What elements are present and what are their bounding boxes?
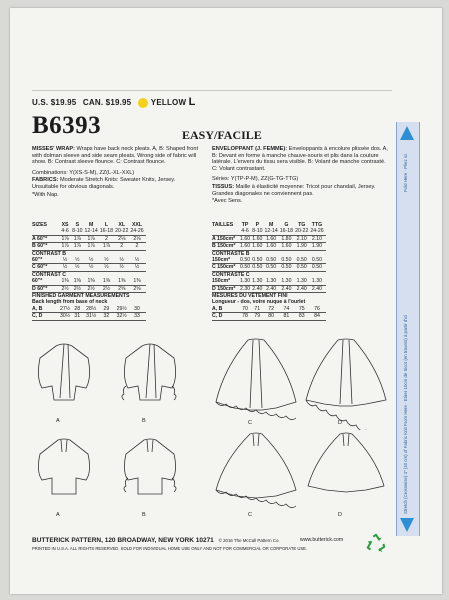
stretch-instruction-text: Stretch (Crosswise) 4" (10 cm) of Fabric Knit From Here · Etirer 10cm de tricot (en travers) à partir d'ici bbox=[403, 314, 408, 514]
fig-label-front-c: C bbox=[248, 420, 252, 426]
en-row-label: D 60"* bbox=[32, 285, 60, 292]
fr-section-label: CONTRASTE C bbox=[212, 271, 250, 278]
en-range-cell: 20-22 bbox=[115, 228, 129, 235]
fr-yardage-cell: 0.50 bbox=[310, 257, 325, 264]
fr-section-label: CONTRASTE B bbox=[212, 250, 250, 257]
en-finished-row bbox=[32, 313, 146, 320]
fr-size-cell: P bbox=[255, 222, 260, 228]
en-yardage-row bbox=[32, 278, 146, 285]
en-yardage-cell: 2 bbox=[115, 243, 130, 250]
fig-label-front-b: B bbox=[142, 418, 146, 424]
fr-yardage-row bbox=[212, 257, 326, 264]
en-size-cell: XL bbox=[118, 222, 126, 228]
en-yardage-cell: ½ bbox=[130, 257, 145, 264]
en-yardage-cell: 2½ bbox=[60, 285, 72, 292]
en-row-label: C 60"* bbox=[32, 264, 60, 271]
fr-size-cell: TTG bbox=[311, 222, 323, 228]
fr-finished-cell: 84 bbox=[310, 313, 325, 320]
fabrics-fr-title: TISSUS: bbox=[212, 183, 235, 190]
yardage-table-fr bbox=[212, 222, 326, 321]
fr-finished-cell: 79 bbox=[252, 313, 264, 320]
en-size-cell: L bbox=[104, 222, 108, 228]
fr-yardage-cell: 1.90 bbox=[295, 243, 310, 250]
en-yardage-cell: 1⅜ bbox=[85, 278, 100, 285]
fabrics-en-title: FABRICS: bbox=[32, 177, 59, 184]
fr-yardage-cell: 2.40 bbox=[265, 285, 280, 292]
en-yardage-row bbox=[32, 243, 146, 250]
yellow-dot-icon bbox=[138, 98, 148, 108]
en-yardage-cell: 2½ bbox=[100, 285, 115, 292]
en-finished-title-row bbox=[32, 293, 146, 300]
en-yardage-cell: ½ bbox=[72, 257, 84, 264]
en-yardage-cell: 2 bbox=[130, 243, 145, 250]
en-finished-cell: 33 bbox=[130, 313, 145, 320]
fr-yardage-cell: 0.50 bbox=[252, 264, 264, 271]
fr-yardage-cell: 0.50 bbox=[280, 264, 295, 271]
en-section-row bbox=[32, 250, 146, 257]
fr-finished-row-label: C, D bbox=[212, 313, 240, 320]
pattern-number: B6393 bbox=[32, 112, 102, 139]
en-sizes-label: SIZES bbox=[32, 222, 47, 228]
fr-size-cell: TG bbox=[298, 222, 306, 228]
desc-fr-title: ENVELOPPANT (J. FEMME): bbox=[212, 146, 288, 152]
en-yardage-cell: 1⅞ bbox=[72, 243, 84, 250]
en-yardage-row bbox=[32, 285, 146, 292]
fr-finished-cell: 78 bbox=[240, 313, 252, 320]
desc-en-body: Wraps have back neck pleats. A, B: Shaped front with dolman sleeve and side seam pleats. Wrong side of fabric will show. B: Contrast sleeve flounce. C: Contrast flounce. bbox=[32, 146, 199, 166]
fr-yardage-cell: 1.60 bbox=[265, 235, 280, 242]
fr-yardage-cell: 1.30 bbox=[265, 278, 280, 285]
price-us: U.S. $19.95 bbox=[32, 98, 77, 107]
fr-yardage-row bbox=[212, 235, 326, 242]
en-range-cell: 16-18 bbox=[99, 228, 114, 235]
en-yardage-cell: 1⅜ bbox=[130, 278, 145, 285]
en-finished-cell: 31½ bbox=[85, 313, 100, 320]
fig-label-front-d: D bbox=[338, 420, 342, 426]
en-range-label bbox=[32, 228, 60, 235]
website: www.butterick.com bbox=[300, 537, 344, 543]
yardage-table-en bbox=[32, 222, 146, 321]
fr-yardage-cell: 1.60 bbox=[265, 243, 280, 250]
fr-yardage-row bbox=[212, 278, 326, 285]
fig-label-back-c: C bbox=[248, 512, 252, 518]
en-row-label: 60"* bbox=[32, 257, 60, 264]
en-finished-cell: 27½ bbox=[60, 305, 71, 312]
en-yardage-cell: 1⅞ bbox=[85, 243, 100, 250]
fr-finished-cell: 74 bbox=[280, 306, 295, 313]
fr-yardage-cell: 0.50 bbox=[280, 257, 295, 264]
fr-yardage-cell: 2.40 bbox=[295, 285, 310, 292]
fr-yardage-cell: 1.30 bbox=[240, 278, 251, 285]
en-size-cell: XS bbox=[61, 222, 69, 228]
color-label: YELLOW bbox=[150, 98, 187, 107]
fr-yardage-cell: 1.30 bbox=[310, 278, 325, 285]
fr-range-cell: 12-14 bbox=[264, 228, 278, 235]
fr-row-label: 150cm* bbox=[212, 278, 240, 285]
en-finished-title: FINISHED GARMENT MEASUREMENTS bbox=[32, 293, 130, 300]
nap-fr: *Avec Sens. bbox=[212, 198, 243, 205]
fr-sizes-label: TAILLES bbox=[212, 222, 234, 228]
fr-yardage-cell: 1.90 bbox=[310, 243, 325, 250]
fr-yardage-cell: 1.80 bbox=[280, 235, 295, 242]
fabrics-en: Moderate Stretch Knits: Sweater Knits, Jersey. Unsuitable for obvious diagonals. bbox=[32, 177, 176, 190]
en-range-cell: 12-14 bbox=[84, 228, 98, 235]
easy-label: EASY/FACILE bbox=[182, 128, 262, 142]
fr-yardage-cell: 0.50 bbox=[252, 257, 264, 264]
legal-text: PRINTED IN U.S.A. ALL RIGHTS RESERVED. SOLD FOR INDIVIDUAL HOME USE ONLY AND NOT FOR COMMERCIAL OR CORPORATE USE. bbox=[32, 546, 308, 551]
en-finished-cell: 30 bbox=[130, 306, 145, 313]
en-row-label: 60"* bbox=[32, 278, 60, 285]
publisher-line bbox=[32, 537, 280, 544]
desc-en-title: MISSES' WRAP: bbox=[32, 146, 75, 152]
fr-yardage-cell: 1.60 bbox=[252, 235, 264, 242]
fr-row-label: D 150cm* bbox=[212, 285, 240, 292]
en-finished-row-label: C, D bbox=[32, 313, 60, 320]
divider bbox=[32, 90, 392, 91]
en-yardage-cell: ½ bbox=[100, 257, 115, 264]
fr-yardage-cell: 0.50 bbox=[295, 257, 310, 264]
fr-section-row bbox=[212, 271, 326, 278]
en-size-cell: M bbox=[88, 222, 94, 228]
en-yardage-cell: 2⅝ bbox=[130, 285, 145, 292]
fr-size-cell: M bbox=[268, 222, 274, 228]
fr-yardage-cell: 0.50 bbox=[240, 257, 251, 264]
en-row-label: B 60"* bbox=[32, 243, 60, 250]
series-fr: Séries: Y(TP-P-M), ZZ(G-TG-TTG) bbox=[212, 176, 299, 183]
fr-yardage-cell: 2.30 bbox=[240, 285, 251, 292]
publisher-address: BUTTERICK PATTERN, 120 BROADWAY, NEW YORK 10271 bbox=[32, 537, 214, 544]
en-yardage-cell: 1⅞ bbox=[60, 235, 72, 242]
en-yardage-cell: ½ bbox=[60, 257, 72, 264]
fig-label-front-a: A bbox=[56, 418, 60, 424]
fr-range-cell: 20-22 bbox=[295, 228, 309, 235]
en-yardage-cell: 1⅜ bbox=[60, 278, 72, 285]
en-range-row bbox=[32, 228, 146, 235]
en-finished-row bbox=[32, 306, 146, 313]
en-finished-cell: 31 bbox=[72, 313, 84, 320]
fr-yardage-cell: 2.10 bbox=[295, 235, 310, 242]
fr-yardage-cell: 1.60 bbox=[240, 235, 251, 242]
en-finished-cell: 28 bbox=[72, 306, 84, 313]
fr-row-label: C 150cm* bbox=[212, 264, 240, 271]
fr-yardage-cell: 1.30 bbox=[280, 278, 295, 285]
price-can: CAN. $19.95 bbox=[82, 98, 132, 107]
back-views bbox=[26, 432, 394, 520]
size-table-fr bbox=[212, 222, 326, 321]
fr-range-cell: 4-6 bbox=[240, 228, 252, 235]
en-yardage-cell: 2⅝ bbox=[115, 285, 130, 292]
fr-yardage-row bbox=[212, 243, 326, 250]
en-yardage-cell: 1⅞ bbox=[72, 235, 84, 242]
fr-yardage-cell: 2.40 bbox=[310, 285, 325, 292]
fr-yardage-cell: 1.60 bbox=[280, 243, 295, 250]
fr-row-label: A 150cm* bbox=[212, 235, 240, 242]
en-yardage-cell: 1⅜ bbox=[100, 278, 115, 285]
copyright: © 2016 The McCall Pattern Co. bbox=[218, 538, 280, 543]
stretch-gauge-band bbox=[396, 122, 420, 536]
en-yardage-cell: 1⅞ bbox=[85, 235, 100, 242]
size-letter: L bbox=[188, 96, 196, 108]
fabrics-fr: Maille à élasticité moyenne: Tricot pour chandail, Jersey. Grandes diagonales ne conviennent pas. bbox=[212, 183, 376, 197]
fr-finished-row bbox=[212, 306, 326, 313]
en-yardage-cell: ½ bbox=[130, 264, 145, 271]
fr-row-label: 150cm* bbox=[212, 257, 240, 264]
nap-en: *With Nap. bbox=[32, 191, 59, 198]
fig-label-back-b: B bbox=[142, 512, 146, 518]
fr-range-label bbox=[212, 228, 240, 235]
description-fr bbox=[212, 146, 388, 206]
en-back-length-label: Back length from base of neck bbox=[32, 299, 108, 306]
arrow-up-icon bbox=[400, 126, 414, 140]
fr-yardage-cell: 2.40 bbox=[280, 285, 295, 292]
view-b-back-drawing bbox=[124, 439, 176, 494]
fr-yardage-cell: 2.40 bbox=[252, 285, 264, 292]
fr-finished-row bbox=[212, 313, 326, 320]
fr-finished-title-row bbox=[212, 293, 326, 300]
fr-finished-cell: 83 bbox=[295, 313, 310, 320]
en-yardage-cell: 2⅛ bbox=[115, 235, 130, 242]
view-c-front-drawing bbox=[216, 339, 296, 420]
fr-yardage-cell: 2.10 bbox=[310, 235, 325, 242]
fr-finished-cell: 81 bbox=[280, 313, 295, 320]
en-yardage-row bbox=[32, 257, 146, 264]
fr-range-cell: 16-18 bbox=[279, 228, 294, 235]
en-yardage-cell: 2½ bbox=[85, 285, 100, 292]
fr-size-cell: G bbox=[284, 222, 289, 228]
fr-finished-row-label: A, B bbox=[212, 306, 240, 313]
en-section-label: CONTRAST B bbox=[32, 250, 67, 257]
en-yardage-cell: ½ bbox=[72, 264, 84, 271]
fr-finished-cell: 80 bbox=[265, 313, 280, 320]
view-d-back-drawing bbox=[308, 433, 384, 492]
en-yardage-cell: 2½ bbox=[72, 285, 84, 292]
front-views bbox=[26, 338, 394, 430]
en-finished-cell: 29 bbox=[100, 306, 115, 313]
fr-row-label: B 150cm* bbox=[212, 243, 240, 250]
fr-finished-cell: 76 bbox=[310, 306, 325, 313]
en-range-cell: 24-26 bbox=[130, 228, 144, 235]
fr-finished-cell: 71 bbox=[252, 306, 264, 313]
en-yardage-cell: ½ bbox=[115, 264, 130, 271]
fr-yardage-cell: 1.60 bbox=[240, 243, 251, 250]
en-yardage-cell: ½ bbox=[85, 264, 100, 271]
en-finished-cell: 28½ bbox=[85, 306, 100, 313]
size-table-en bbox=[32, 222, 146, 321]
en-yardage-cell: ½ bbox=[100, 264, 115, 271]
fr-yardage-cell: 0.50 bbox=[240, 264, 251, 271]
price-line bbox=[32, 96, 196, 108]
fr-yardage-row bbox=[212, 285, 326, 292]
en-size-cell: S bbox=[75, 222, 80, 228]
fr-back-length-label: Longueur - dos, votre nuque à l'ourlet bbox=[212, 299, 306, 306]
fr-finished-cell: 70 bbox=[240, 306, 252, 313]
en-yardage-row bbox=[32, 235, 146, 242]
fr-yardage-cell: 0.50 bbox=[265, 257, 280, 264]
fr-yardage-cell: 0.50 bbox=[295, 264, 310, 271]
fr-range-cell: 24-26 bbox=[310, 228, 324, 235]
combinations-en: Combinations: Y(XS-S-M), ZZ(L-XL-XXL) bbox=[32, 169, 135, 176]
en-range-cell: 8-10 bbox=[72, 228, 83, 235]
fr-yardage-cell: 0.50 bbox=[265, 264, 280, 271]
fig-label-back-a: A bbox=[56, 512, 60, 518]
view-d-front-drawing bbox=[306, 339, 386, 430]
en-yardage-cell: ½ bbox=[85, 257, 100, 264]
en-finished-cell: 32½ bbox=[115, 313, 130, 320]
en-section-label: CONTRAST C bbox=[32, 271, 67, 278]
en-section-row bbox=[32, 271, 146, 278]
en-row-label: A 60"* bbox=[32, 235, 60, 242]
view-a-front-drawing bbox=[38, 344, 89, 400]
fold-here-text: Fold Here · Pliez ici bbox=[403, 153, 408, 192]
en-finished-cell: 30½ bbox=[60, 313, 71, 320]
en-finished-cell: 29½ bbox=[115, 306, 130, 313]
fig-label-back-d: D bbox=[338, 512, 342, 518]
en-finished-cell: 32 bbox=[100, 313, 115, 320]
fr-range-row bbox=[212, 228, 326, 235]
description-en bbox=[32, 146, 200, 199]
en-yardage-cell: 1⅜ bbox=[115, 278, 130, 285]
fr-yardage-cell: 0.50 bbox=[310, 264, 325, 271]
desc-fr-body: Enveloppants à encolure plissée dos. A, B: Devant en forme à manche chauve-souris et plis dans la couture latérale. L'envers du tissu sera visible. B: Volant de manche contrasté. C: Volant contrastant. bbox=[212, 146, 388, 172]
en-range-cell: 4-6 bbox=[60, 228, 72, 235]
fr-section-row bbox=[212, 250, 326, 257]
fr-yardage-cell: 1.30 bbox=[295, 278, 310, 285]
fr-range-cell: 8-10 bbox=[252, 228, 263, 235]
en-yardage-cell: 2⅛ bbox=[130, 235, 145, 242]
fr-yardage-row bbox=[212, 264, 326, 271]
en-yardage-cell: 1⅞ bbox=[60, 243, 72, 250]
view-c-back-drawing bbox=[216, 433, 296, 508]
pattern-envelope-back bbox=[10, 8, 442, 594]
fr-yardage-cell: 1.30 bbox=[252, 278, 264, 285]
en-yardage-cell: ½ bbox=[115, 257, 130, 264]
fr-finished-cell: 75 bbox=[295, 306, 310, 313]
en-yardage-cell: 1⅞ bbox=[100, 243, 115, 250]
arrow-down-icon bbox=[400, 518, 414, 532]
en-finished-row-label: A, B bbox=[32, 306, 60, 313]
en-yardage-cell: 2 bbox=[100, 235, 115, 242]
view-a-back-drawing bbox=[38, 439, 89, 494]
en-yardage-cell: ½ bbox=[60, 264, 72, 271]
recycle-icon bbox=[365, 533, 387, 555]
en-yardage-cell: 1⅜ bbox=[72, 278, 84, 285]
en-size-cell: XXL bbox=[131, 222, 143, 228]
fr-yardage-cell: 1.60 bbox=[252, 243, 264, 250]
view-b-front-drawing bbox=[122, 344, 176, 400]
fr-size-cell: TP bbox=[241, 222, 249, 228]
fr-finished-cell: 72 bbox=[265, 306, 280, 313]
en-yardage-row bbox=[32, 264, 146, 271]
fr-finished-title: MESURES DU VÊTEMENT FINI bbox=[212, 293, 288, 300]
